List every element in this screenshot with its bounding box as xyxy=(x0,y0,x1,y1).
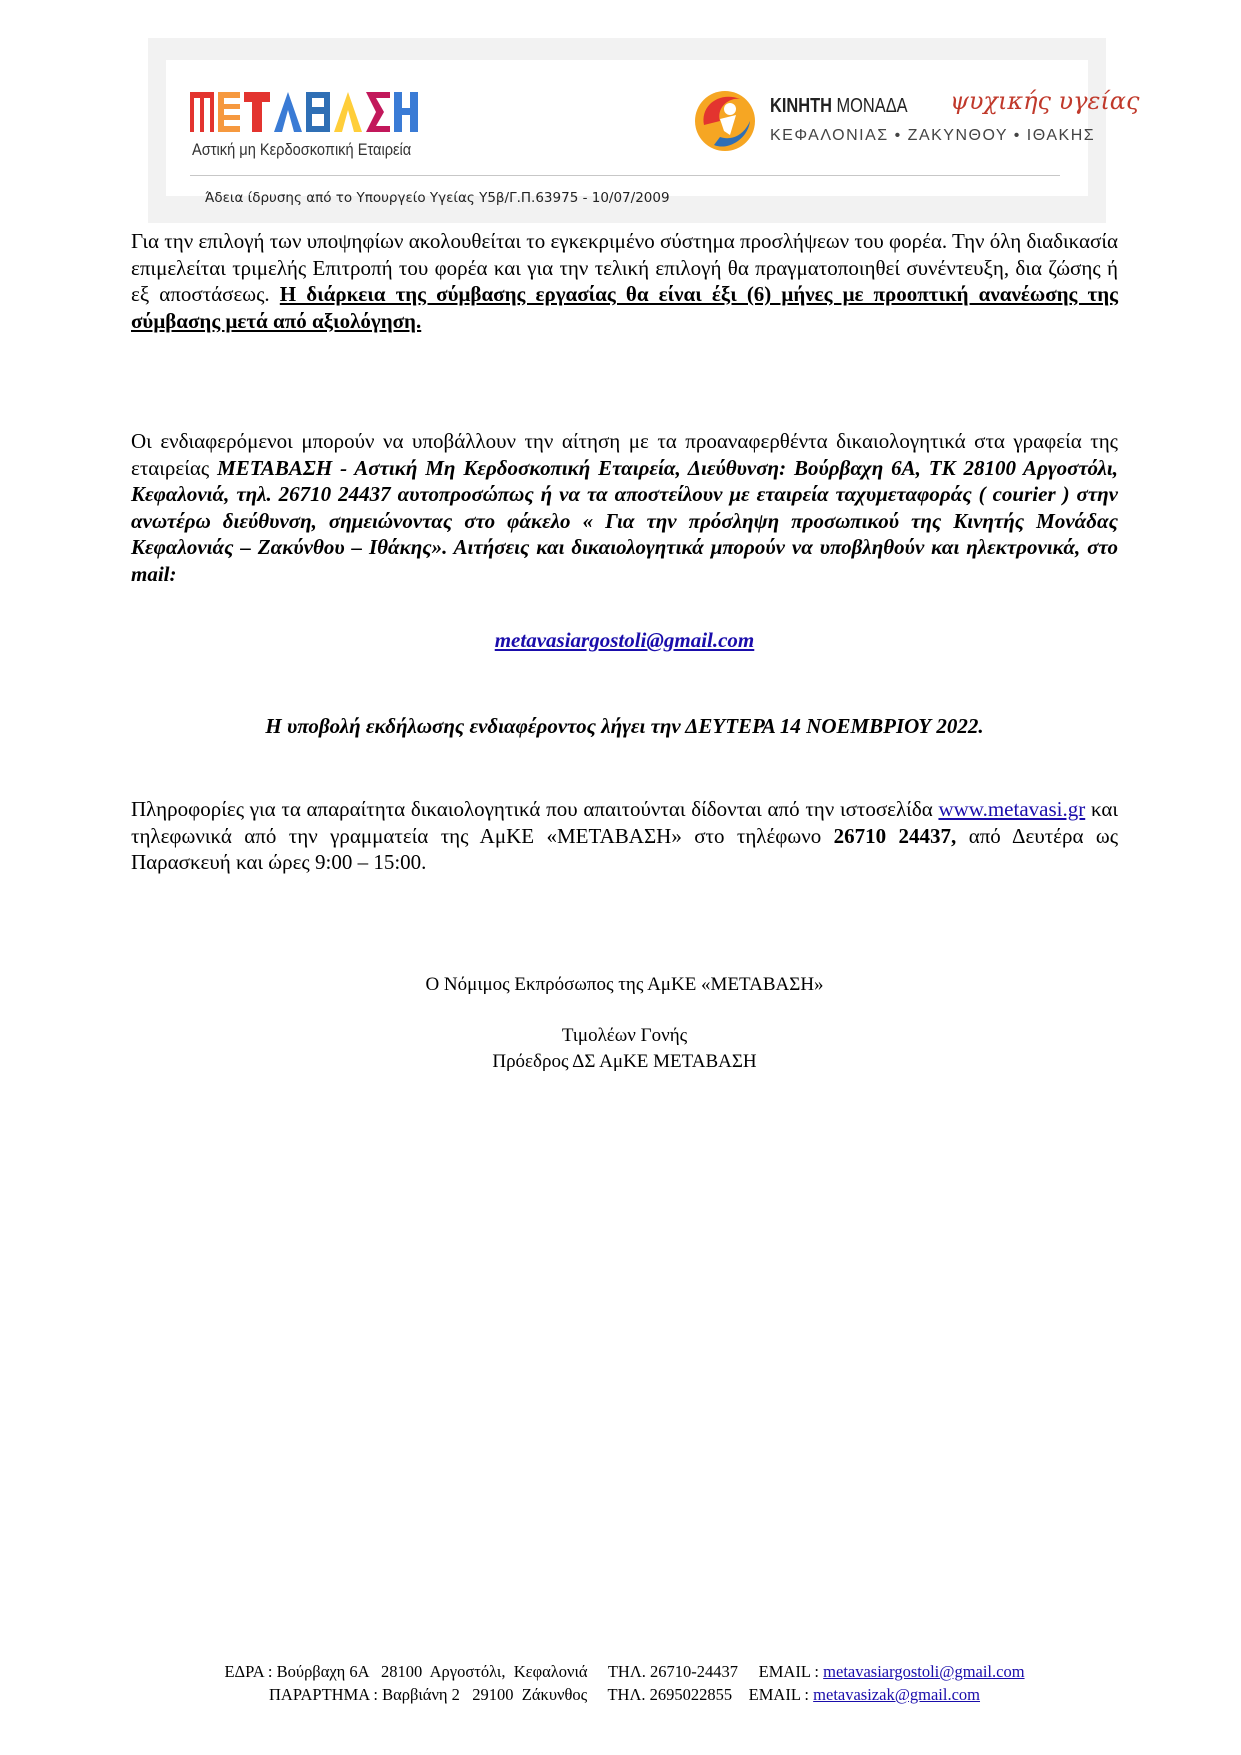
footer-branch xyxy=(131,1685,1118,1705)
kinhth-title-rest: ΜΟΝΑΔΑ xyxy=(836,95,908,117)
footer-branch-email-link[interactable]: metavasizak@gmail.com xyxy=(813,1685,981,1704)
kinhth-title xyxy=(770,95,908,118)
application-paragraph xyxy=(131,428,1118,587)
phone-number: 26710 24437, xyxy=(833,823,957,848)
application-address-text: ΜΕΤΑΒΑΣΗ - Αστική Μη Κερδοσκοπική Εταιρεία, Διεύθυνση: Βούρβαχη 6Α, ΤΚ 28100 Αργοστόλι, Κεφαλονιά, τηλ. 26710 24437 αυτοπροσώπως ή να τα αποστείλουν με εταιρεία ταχυμεταφοράς ( courier ) στην ανωτέρω διεύθυνση, σημειώνοντας στο φάκελο « Για την πρόσληψη προσωπικού της Κινητής Μονάδας Κεφαλονιάς – Ζακύνθου – Ιθάκης». Αιτήσεις και δικαιολογητικά μπορούν να υποβληθούν και ηλεκτρονικά, στο mail: xyxy=(131,455,1118,586)
footer-headquarters-text: ΕΔΡΑ : Βούρβαχη 6Α 28100 Αργοστόλι, Κεφαλονιά ΤΗΛ. 26710-24437 EMAIL : xyxy=(224,1662,824,1681)
metavasi-subtitle: Αστική μη Κερδοσκοπική Εταιρεία xyxy=(192,140,412,159)
license-line: Άδεια ίδρυσης από το Υπουργείο Υγείας Υ5β/Γ.Π.63975 - 10/07/2009 xyxy=(205,190,670,206)
footer-headquarters-email-link[interactable]: metavasiargostoli@gmail.com xyxy=(823,1662,1025,1681)
information-paragraph xyxy=(131,796,1118,876)
kinhth-monada-logo xyxy=(690,85,1140,175)
signature-role: Πρόεδρος ΔΣ ΑμΚΕ ΜΕΤΑΒΑΣΗ xyxy=(492,1051,757,1072)
selection-text: Για την επιλογή των υποψηφίων ακολουθείται το εγκεκριμένο σύστημα προσλήψεων του φορέα. Την όλη διαδικασία επιμελείται τριμελής Επιτροπή του φορέα και για την τελική επιλογή θα πραγματοποιηθεί συνέντευξη, δια ζώσης ή εξ αποστάσεως. xyxy=(131,229,1118,306)
contract-duration-text: Η διάρκεια της σύμβασης εργασίας θα είναι έξι (6) μήνες με προοπτική ανανέωσης της σύμβασης μετά από αξιολόγηση. xyxy=(131,282,1118,333)
footer-headquarters xyxy=(131,1662,1118,1682)
kinhth-subtitle: ΚΕΦΑΛΟΝΙΑΣ • ΖΑΚΥΝΘΟΥ • ΙΘΑΚΗΣ xyxy=(770,127,1096,144)
signature-name: Τιμολέων Γονής xyxy=(561,1025,688,1046)
information-text-start: Πληροφορίες για τα απαραίτητα δικαιολογητικά που απαιτούνται δίδονται από την ιστοσελίδα xyxy=(131,797,939,821)
information-text-mid: και τηλεφωνικά από την γραμματεία της ΑμΚΕ «ΜΕΤΑΒΑΣΗ» στο τηλέφωνο xyxy=(131,797,1118,848)
deadline-text: Η υποβολή εκδήλωσης ενδιαφέροντος λήγει την ΔΕΥΤΕΡΑ 14 ΝΟΕΜΒΡΙΟΥ 2022. xyxy=(265,714,984,738)
deadline-paragraph xyxy=(131,713,1118,740)
kinhth-title-bold: ΚΙΝΗΤΗ xyxy=(770,95,832,117)
application-text: Οι ενδιαφερόμενοι μπορούν να υποβάλλουν την αίτηση με τα προαναφερθέντα δικαιολογητικά στα γραφεία της εταιρείας xyxy=(131,429,1118,480)
metavasi-wordmark xyxy=(190,88,441,138)
kinhth-script-text: ψυχικής υγείας xyxy=(950,87,1140,115)
website-link[interactable]: www.metavasi.gr xyxy=(938,797,1086,821)
application-email-link[interactable]: metavasiargostoli@gmail.com xyxy=(494,628,755,652)
selection-paragraph xyxy=(131,228,1118,334)
information-text-end: από Δευτέρα ως Παρασκευή και ώρες 9:00 – 15:00. xyxy=(131,823,1119,874)
email-line xyxy=(131,628,1118,653)
metavasi-logo xyxy=(190,88,420,198)
mental-health-swirl-icon xyxy=(690,85,760,157)
footer-branch-text: ΠΑΡΑΡΤΗΜΑ : Βαρβιάνη 2 29100 Ζάκυνθος ΤΗΛ. 2695022855 EMAIL : xyxy=(268,1685,814,1704)
letterhead-divider xyxy=(190,175,1060,176)
signature-title: Ο Νόμιμος Εκπρόσωπος της ΑμΚΕ «ΜΕΤΑΒΑΣΗ» xyxy=(425,974,824,995)
